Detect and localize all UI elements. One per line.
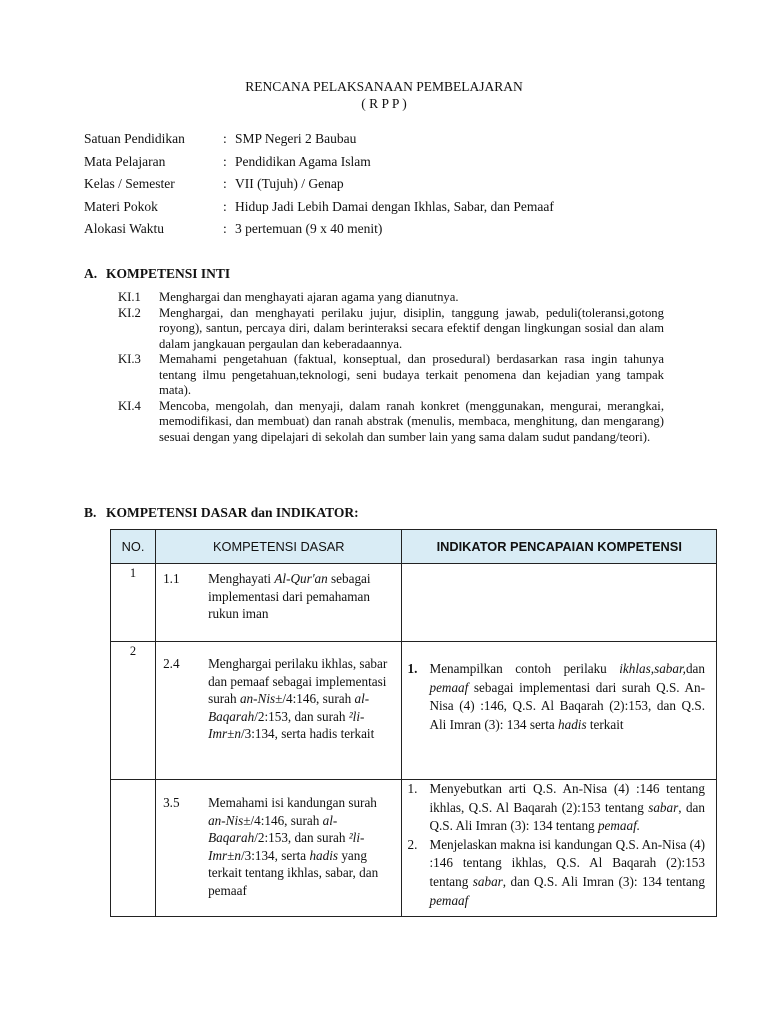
text-span-italic: al-Baqarah: [208, 812, 338, 845]
identity-colon: :: [223, 153, 227, 169]
text-span: dan: [685, 661, 705, 676]
text-span: /3:134, serta: [240, 847, 310, 863]
table-row: [111, 564, 717, 642]
table-header-row: [111, 530, 717, 564]
text-span: sebagai implementasi dari pemahaman rukun iman: [208, 571, 371, 621]
section-a-letter: A.: [84, 266, 98, 281]
indikator-cell: [402, 564, 717, 642]
kd-entry: [157, 655, 400, 743]
text-span-italic: sabar: [472, 873, 503, 889]
indikator-item: [403, 780, 715, 836]
table-row: [111, 642, 717, 780]
text-span: /3:134, serta hadis terkait: [240, 726, 375, 741]
kd-number: 1.1: [163, 571, 180, 586]
kompetensi-inti-list: [118, 290, 664, 445]
row-number: 1: [111, 564, 156, 642]
ki-item: [118, 352, 664, 399]
text-span: Menghayati: [208, 571, 275, 586]
identity-colon: :: [223, 198, 227, 214]
indikator-list: [403, 660, 715, 734]
indikator-text: [429, 836, 715, 910]
identity-label: Alokasi Waktu: [84, 221, 165, 237]
identity-value: Pendidikan Agama Islam: [235, 153, 371, 169]
section-b-letter: B.: [84, 505, 97, 520]
kd-text: [208, 570, 400, 623]
header-indikator: INDIKATOR PENCAPAIAN KOMPETENSI: [402, 530, 717, 564]
text-span-italic: Al-Qur'an: [274, 571, 328, 586]
text-span-italic: hadis: [309, 847, 339, 863]
identity-colon: :: [223, 221, 227, 237]
ki-text: Mencoba, mengolah, dan menyaji, dalam ranah konkret (menggunakan, mengurai, merangkai, memodifikasi, dan membuat) dan ranah abstrak (menulis, membaca, menghitung, dan mengarang) sesuai dengan yang dipelajari di sekolah dan sumber lain yang sama dalam sudut pandang/teori).: [159, 398, 664, 444]
text-span: Menampilkan contoh perilaku: [429, 661, 620, 676]
header-no: NO.: [111, 530, 156, 564]
kd-entry: [157, 570, 400, 623]
identity-label: Materi Pokok: [84, 198, 158, 214]
text-span: terkait: [586, 716, 624, 732]
identity-block: [84, 131, 554, 244]
identity-colon: :: [223, 176, 227, 192]
document-title: RENCANA PELAKSANAAN PEMBELAJARAN: [245, 79, 523, 94]
indikator-cell: [402, 780, 717, 917]
identity-colon: :: [223, 131, 227, 146]
text-span-italic: an-Nis±: [239, 691, 283, 706]
text-span: /4:146, surah: [250, 812, 323, 828]
kd-entry: [157, 794, 400, 899]
row-number: [111, 780, 156, 917]
identity-value: Hidup Jadi Lebih Damai dengan Ikhlas, Sabar, dan Pemaaf: [235, 198, 554, 214]
identity-value: 3 pertemuan (9 x 40 menit): [235, 221, 383, 237]
kd-text: [208, 655, 400, 743]
ki-text: Menghargai dan menghayati ajaran agama yang dianutnya.: [159, 290, 459, 304]
text-span-italic: ²li-Imr±n: [208, 830, 365, 863]
section-b-title: KOMPETENSI DASAR dan INDIKATOR:: [106, 505, 359, 520]
kd-number: 2.4: [163, 656, 180, 671]
indikator-text: [429, 660, 715, 734]
text-span-italic: al-Baqarah: [208, 691, 370, 724]
text-span: yang terkait tentang ikhlas, sabar, dan pemaaf: [208, 847, 379, 898]
kd-number: 3.5: [163, 795, 180, 810]
indikator-number: 1.: [407, 781, 418, 796]
indikator-number: 2.: [407, 836, 418, 852]
document-subtitle: ( R P P ): [361, 96, 407, 111]
identity-label: Mata Pelajaran: [84, 153, 166, 169]
header-kompetensi-dasar: KOMPETENSI DASAR: [156, 530, 402, 564]
ki-text: Memahami pengetahuan (faktual, konseptual, dan prosedural) berdasarkan rasa ingin tahunya tentang ilmu pengetahuan,teknologi, seni budaya terkait penomena dan kejadian yang tampak mata).: [159, 352, 664, 397]
section-a-heading: [84, 266, 230, 282]
ki-code: KI.1: [118, 290, 141, 304]
identity-row: [84, 199, 554, 222]
text-span: /2:153, dan surah: [254, 708, 349, 724]
text-span: , dan Q.S. Ali Imran (3): 134 tentang: [502, 873, 705, 889]
text-span-italic: sabar: [648, 799, 679, 815]
text-span: Menghargai perilaku ikhlas, sabar dan pemaaf sebagai implementasi surah: [208, 656, 388, 706]
text-span-italic: hadis: [558, 716, 587, 732]
text-span: /4:146, surah: [282, 691, 355, 706]
identity-row: [84, 154, 554, 177]
text-span: Menyebutkan arti Q.S. An-Nisa (4) :146 tentang ikhlas, Q.S. Al Baqarah (2):153 tentang: [429, 781, 705, 815]
row-number: 2: [111, 642, 156, 780]
text-span: sebagai implementasi dari surah Q.S. An-Nisa (4) :146, Q.S. Al Baqarah (2):153, dan Q.S. Ali Imran (3): 134 serta: [429, 679, 705, 732]
kompetensi-dasar-cell: [156, 780, 402, 917]
ki-code: KI.4: [118, 398, 141, 413]
identity-row: [84, 221, 554, 244]
text-span-italic: pemaaf: [429, 892, 469, 908]
kd-text: [208, 794, 400, 899]
text-span-italic: ikhlas,sabar,: [619, 661, 686, 676]
table-row: [111, 780, 717, 917]
identity-value: SMP Negeri 2 Baubau: [235, 131, 357, 146]
ki-code: KI.3: [118, 352, 141, 366]
ki-item: [118, 290, 664, 306]
text-span: /2:153, dan surah: [254, 830, 349, 845]
section-a-title: KOMPETENSI INTI: [106, 266, 231, 281]
identity-label: Kelas / Semester: [84, 176, 175, 192]
indikator-text: [429, 780, 715, 836]
kd-indicator-table: [110, 529, 717, 917]
indikator-cell: [402, 642, 717, 780]
identity-value: VII (Tujuh) / Genap: [235, 176, 344, 192]
kompetensi-dasar-cell: [156, 564, 402, 642]
ki-code: KI.2: [118, 305, 141, 320]
identity-row: [84, 176, 554, 199]
text-span-italic: an-Nis±: [208, 812, 251, 828]
indikator-item: [403, 836, 715, 910]
text-span: , dan Q.S. Ali Imran (3): 134 tentang: [429, 799, 705, 834]
ki-item: [118, 306, 664, 353]
text-span-italic: ²li-Imr±n: [208, 708, 365, 741]
indikator-number: 1.: [407, 661, 418, 676]
identity-row: [84, 131, 554, 154]
ki-text: Menghargai, dan menghayati perilaku jujur, disiplin, tanggung jawab, peduli(toleransi,gotong royong), santun, percaya diri, dalam berinteraksi secara efektif dengan lingkungan sosial dan alam dalam jangkauan pergaulan dan keberadaannya.: [159, 305, 664, 351]
indikator-item: [403, 660, 715, 734]
ki-item: [118, 399, 664, 446]
identity-label: Satuan Pendidikan: [84, 131, 185, 146]
kompetensi-dasar-cell: [156, 642, 402, 780]
section-b-heading: [84, 505, 359, 521]
text-span: Menjelaskan makna isi kandungan Q.S. An-Nisa (4) :146 tentang ikhlas, Q.S. Al Baqarah (2):153 tentang: [429, 836, 705, 889]
text-span-italic: pemaaf.: [597, 818, 641, 834]
indikator-list: [403, 780, 715, 910]
table-body: [111, 564, 717, 917]
text-span: Memahami isi kandungan surah: [208, 795, 377, 810]
text-span-italic: pemaaf: [429, 679, 469, 695]
